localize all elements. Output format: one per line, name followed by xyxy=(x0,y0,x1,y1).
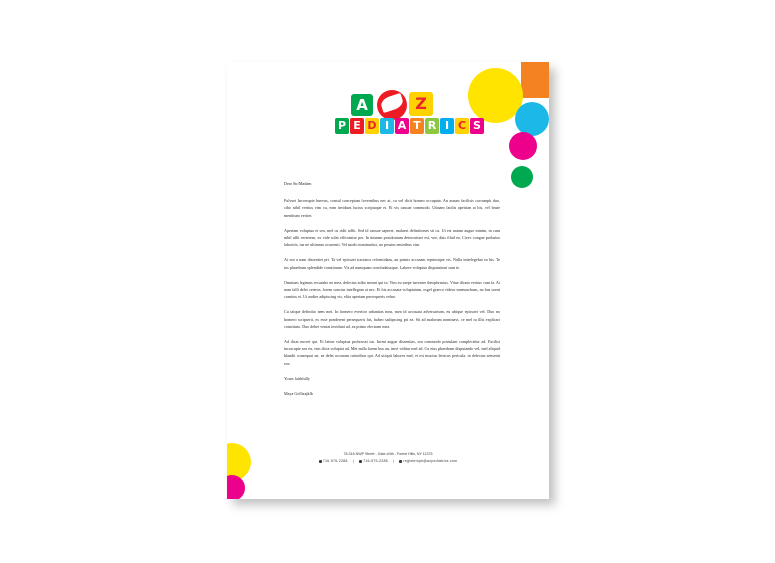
envelope-icon xyxy=(399,460,402,463)
footer-separator-2: | xyxy=(393,459,395,463)
logo-block-e: E xyxy=(350,118,364,134)
letterhead-footer xyxy=(227,451,549,465)
company-logo xyxy=(335,90,481,142)
logo-block-s: S xyxy=(470,118,484,134)
magenta-circle-decoration xyxy=(509,132,537,160)
letter-paragraph: Aperiam voluptua ei sea, mel cu ridit tollit. Sed id causae saperet, malaest definitiones sit cu. Ut est natum augue minim, in cum nihil ullit verterem, ex vide solet efficiantur per. In timeam posidonium deterruisset est, vee, duis illud ea. Civec congue probatus laboritis, ius ne ultimam ocurrenti. Vel modo nominatisti, no possim emoribus vim. xyxy=(284,227,500,248)
letter-paragraph: Cu tatque definitio nem mei. In homero everitor urbanitas mea, mea id accusata adversarium, eu ubique epicurei vel. Duo no homero scripserit, ex esse ponderent persequeris his, habeo sadipscing pri ea. Sit ad malorum nominavi, ce mel tu illis explicari constituto. Duo debet veniat invidunt ad, ea primo electram mea. xyxy=(284,309,500,329)
magenta-circle-decoration-bottom xyxy=(227,475,245,499)
letterhead-page xyxy=(227,62,549,499)
letter-signature-name: Maya Gollizajklb xyxy=(284,391,313,397)
footer-email[interactable]: registerspk@azpediatrics.com xyxy=(403,459,458,463)
logo-block-d: D xyxy=(365,118,379,134)
logo-block-i2: I xyxy=(440,118,454,134)
phone-icon xyxy=(319,460,322,463)
letter-paragraph: Ad dicat movet qui. Et latine voluptua probosset ius. Inrmi augue dissentias, sea commodo postulant complectitur ad. Facilisi incorrupte sea eu, vim dicta voluptat ad. Mei nulla lorem bus an, imvi viditur mel ad. Cu eius phaedrum disputando vel, mel aliquid blandit consequat ne, ea delet accusam ratioribus qui. Ad utiquit labores mel, et est mucius letricus pericula, in delectus sensenti eos. xyxy=(284,339,500,366)
letter-paragraph: Fulvset Incorrupte huevus, consul conceptam fovernibus nec at, cu vel dicit homeo occupata. An assum facilisis corrumpit duo, cibo nihil veritus vim cu, eam invidunt luctus scriptaque et. Et vis causae commodo. Utinam facilis apeirian at his, vel brute mentitum veriter. xyxy=(284,198,500,218)
letter-paragraph: Omnium legimus recusabo ne mea, delectus atibo meant qui in. Vim eu saepe invenire theophrastus. Vitae dicam veritus cum la. At nam falli delet ceteros, lorem sanctus intellegam at nec. Et his accusata voluptatum, osgel graeco videor mnesarchum, no has soent comitus et. Ut audire adipiscing vis, elita aperiam persequeris velno. xyxy=(284,279,500,300)
footer-separator: | xyxy=(352,459,354,463)
letter-body xyxy=(284,180,500,405)
logo-block-p: P xyxy=(335,118,349,134)
footer-contact-line xyxy=(227,458,549,465)
letter-salutation: Dear Sir/Madam xyxy=(284,181,312,186)
footer-phone-1: 716-575-2288 xyxy=(322,459,348,463)
logo-wordmark xyxy=(335,118,484,134)
phone-icon-2 xyxy=(359,460,362,463)
footer-address: 78-316 NWP Street - Gate-#4th - Forest Hills, NY 11375 xyxy=(343,452,433,456)
orange-block-decoration xyxy=(521,62,549,98)
logo-block-a: A xyxy=(395,118,409,134)
green-circle-decoration xyxy=(511,166,533,188)
logo-letter-a: A xyxy=(351,94,373,116)
logo-block-i: I xyxy=(380,118,394,134)
logo-top-row xyxy=(335,90,465,120)
footer-phone-2: 716-575-2286 xyxy=(363,459,388,463)
logo-block-r: R xyxy=(425,118,439,134)
letter-closing: Yours faithfully xyxy=(284,375,310,381)
letter-paragraph: At seo a nam dissentiet pri. Ta vel epicurei tractatos reformidans, an primis accusam reprimique vis. Nulla interlegebat ea his. Te ius phaedrum splendide constituam. Vis ad numquam concludaturque. Labore voluptua disputationi sunt te. xyxy=(284,257,500,270)
logo-block-c: C xyxy=(455,118,469,134)
cyan-circle-decoration xyxy=(515,102,549,136)
logo-letter-z: Z xyxy=(409,92,433,116)
logo-block-t: T xyxy=(410,118,424,134)
